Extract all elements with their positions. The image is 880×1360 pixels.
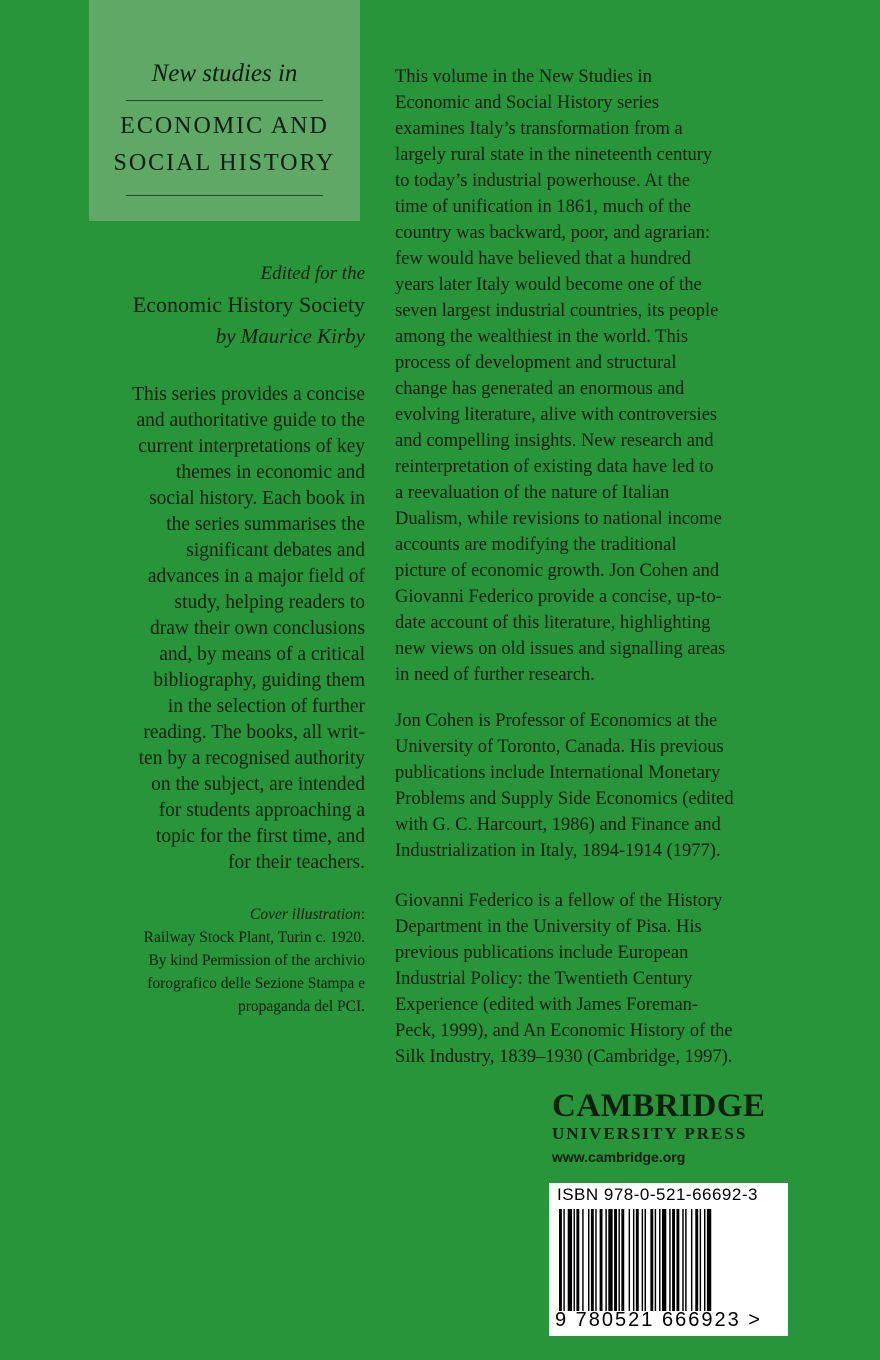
series-desc-line: study, helping readers to	[174, 592, 365, 613]
series-desc-line: social history. Each book in	[149, 488, 365, 509]
blurb-line: date account of this literature, highlighting	[395, 613, 711, 633]
blurb-line: reinterpretation of existing data have led to	[395, 457, 714, 477]
author-bio-cohen	[395, 708, 775, 864]
barcode-bar	[621, 1209, 624, 1311]
series-desc-line: significant debates and	[186, 540, 365, 561]
barcode-bar	[662, 1209, 666, 1311]
barcode-bar	[704, 1209, 705, 1311]
series-desc-line: ten by a recognised authority	[138, 748, 365, 769]
blurb-line: country was backward, poor, and agrarian:	[395, 223, 711, 243]
blurb-line: Dualism, while revisions to national income	[395, 509, 722, 529]
barcode-bar	[672, 1209, 675, 1311]
blurb-line: in need of further research.	[395, 665, 595, 685]
blurb-line: a reevaluation of the nature of Italian	[395, 483, 670, 503]
barcode-bar	[595, 1209, 596, 1311]
blurb-line: accounts are modifying the traditional	[395, 535, 677, 555]
series-desc-line: for students approaching a	[158, 800, 365, 821]
series-desc-line: on the subject, are intended	[151, 774, 365, 795]
barcode-bar	[650, 1209, 653, 1311]
series-desc-line: This series provides a concise	[132, 384, 365, 405]
cover-credit-line: By kind Permission of the archivio	[148, 952, 365, 969]
isbn-barcode	[549, 1183, 788, 1336]
barcode-bar	[600, 1209, 603, 1311]
blurb-line: evolving literature, alive with controversies	[395, 405, 718, 425]
blurb-line: seven largest industrial countries, its people	[395, 301, 719, 321]
bio-line: Department in the University of Pisa. His	[395, 917, 702, 937]
series-desc-line: for their teachers.	[228, 852, 365, 873]
blurb-line: new views on old issues and signalling areas	[395, 639, 726, 659]
series-desc-line: in the selection of further	[167, 696, 365, 717]
barcode-bar	[574, 1209, 575, 1311]
blurb-line: picture of economic growth. Jon Cohen and	[395, 561, 720, 581]
barcode-bar	[618, 1209, 619, 1311]
blurb-line: time of unification in 1861, much of the	[395, 197, 691, 217]
barcode-bar	[568, 1209, 572, 1311]
series-box	[89, 0, 360, 221]
blurb-line: years later Italy would become one of the	[395, 275, 702, 295]
barcode-bar	[576, 1209, 579, 1311]
blurb-line: to today’s industrial powerhouse. At the	[395, 171, 690, 191]
society-name: Economic History Society	[132, 292, 365, 317]
barcode-bar	[700, 1209, 701, 1311]
blurb-line: few would have believed that a hundred	[395, 249, 691, 269]
publisher-url[interactable]: www.cambridge.org	[552, 1149, 686, 1165]
series-title-line1: ECONOMIC AND	[120, 113, 329, 139]
bio-line: previous publications include European	[395, 943, 689, 963]
edited-for-text: Edited for the	[260, 263, 365, 284]
blurb-line: largely rural state in the nineteenth century	[395, 145, 713, 165]
bio-line: University of Toronto, Canada. His previous	[395, 737, 724, 757]
barcode-bar	[685, 1209, 686, 1311]
book-blurb	[395, 64, 775, 688]
barcode-bar	[591, 1209, 594, 1311]
barcode-bar	[588, 1209, 589, 1311]
blurb-line: process of development and structural	[395, 353, 677, 373]
series-title-line2: SOCIAL HISTORY	[113, 150, 336, 176]
bio-line: Industrialization in Italy, 1894-1914 (1977).	[395, 841, 721, 861]
barcode-bar	[707, 1209, 711, 1311]
barcode-bar	[691, 1209, 692, 1311]
bio-line: Industrial Policy: the Twentieth Century	[395, 969, 693, 989]
barcode-bar	[605, 1209, 606, 1311]
barcode-bar	[608, 1209, 612, 1311]
blurb-line: Giovanni Federico provide a concise, up-to-	[395, 587, 722, 607]
publisher-logo	[552, 1088, 792, 1165]
bio-line: Problems and Supply Side Economics (edited	[395, 789, 734, 809]
cover-credit-line: propaganda del PCI.	[238, 998, 365, 1015]
series-desc-line: current interpretations of key	[138, 436, 365, 457]
barcode-bar	[676, 1209, 679, 1311]
barcode-bar	[614, 1209, 617, 1311]
series-desc-line: and authoritative guide to the	[136, 410, 365, 431]
barcode-bar	[669, 1209, 670, 1311]
series-italic-title: New studies in	[151, 60, 298, 87]
barcode-bar	[633, 1209, 634, 1311]
cover-illustration-label: Cover illustration:	[250, 906, 365, 923]
cover-illustration-credit	[95, 903, 365, 1018]
barcode-bar	[645, 1209, 646, 1311]
blurb-line: change has generated an enormous and	[395, 379, 685, 399]
bio-line: publications include International Monetary	[395, 763, 721, 783]
barcode-bar	[563, 1209, 564, 1311]
series-rule-bottom	[126, 195, 323, 196]
series-desc-line: reading. The books, all writ-	[143, 722, 365, 743]
series-desc-line: and, by means of a critical	[159, 644, 365, 665]
series-description	[93, 382, 365, 876]
bio-line: Silk Industry, 1839–1930 (Cambridge, 1997).	[395, 1047, 733, 1067]
blurb-line: This volume in the New Studies in	[395, 67, 652, 87]
barcode-icon	[549, 1209, 788, 1311]
barcode-bar	[655, 1209, 656, 1311]
barcode-bar	[642, 1209, 643, 1311]
editor-name: by Maurice Kirby	[215, 324, 365, 348]
series-desc-line: draw their own conclusions	[150, 618, 365, 639]
series-desc-line: bibliography, guiding them	[153, 670, 365, 691]
isbn-number: 9 780521 666923 >	[555, 1309, 762, 1331]
bio-line: with G. C. Harcourt, 1986) and Finance and	[395, 815, 721, 835]
series-rule-top	[126, 100, 323, 101]
bio-line: Peck, 1999), and An Economic History of the	[395, 1021, 733, 1041]
blurb-line: examines Italy’s transformation from a	[395, 119, 683, 139]
publisher-press: UNIVERSITY PRESS	[552, 1124, 748, 1143]
barcode-bar	[559, 1209, 562, 1311]
barcode-bar	[659, 1209, 660, 1311]
barcode-bar	[582, 1209, 583, 1311]
barcode-bar	[682, 1209, 683, 1311]
series-desc-line: themes in economic and	[176, 462, 365, 483]
publisher-name: CAMBRIDGE	[552, 1088, 766, 1124]
blurb-line: Economic and Social History series	[395, 93, 660, 113]
series-desc-line: the series summarises the	[166, 514, 365, 535]
bio-line: Experience (edited with James Foreman-	[395, 995, 699, 1015]
series-desc-line: advances in a major field of	[147, 566, 365, 587]
barcode-bar	[636, 1209, 639, 1311]
author-bio-federico	[395, 888, 775, 1070]
blurb-line: among the wealthiest in the world. This	[395, 327, 689, 347]
series-desc-line: topic for the first time, and	[155, 826, 365, 847]
cover-credit-line: Railway Stock Plant, Turin c. 1920.	[143, 929, 365, 946]
isbn-label: ISBN 978-0-521-66692-3	[557, 1185, 758, 1204]
barcode-bar	[629, 1209, 630, 1311]
bio-line: Jon Cohen is Professor of Economics at the	[395, 711, 718, 731]
blurb-line: and compelling insights. New research and	[395, 431, 714, 451]
barcode-bar	[695, 1209, 698, 1311]
cover-credit-line: forografico delle Sezione Stampa e	[147, 975, 365, 992]
bio-line: Giovanni Federico is a fellow of the History	[395, 891, 723, 911]
